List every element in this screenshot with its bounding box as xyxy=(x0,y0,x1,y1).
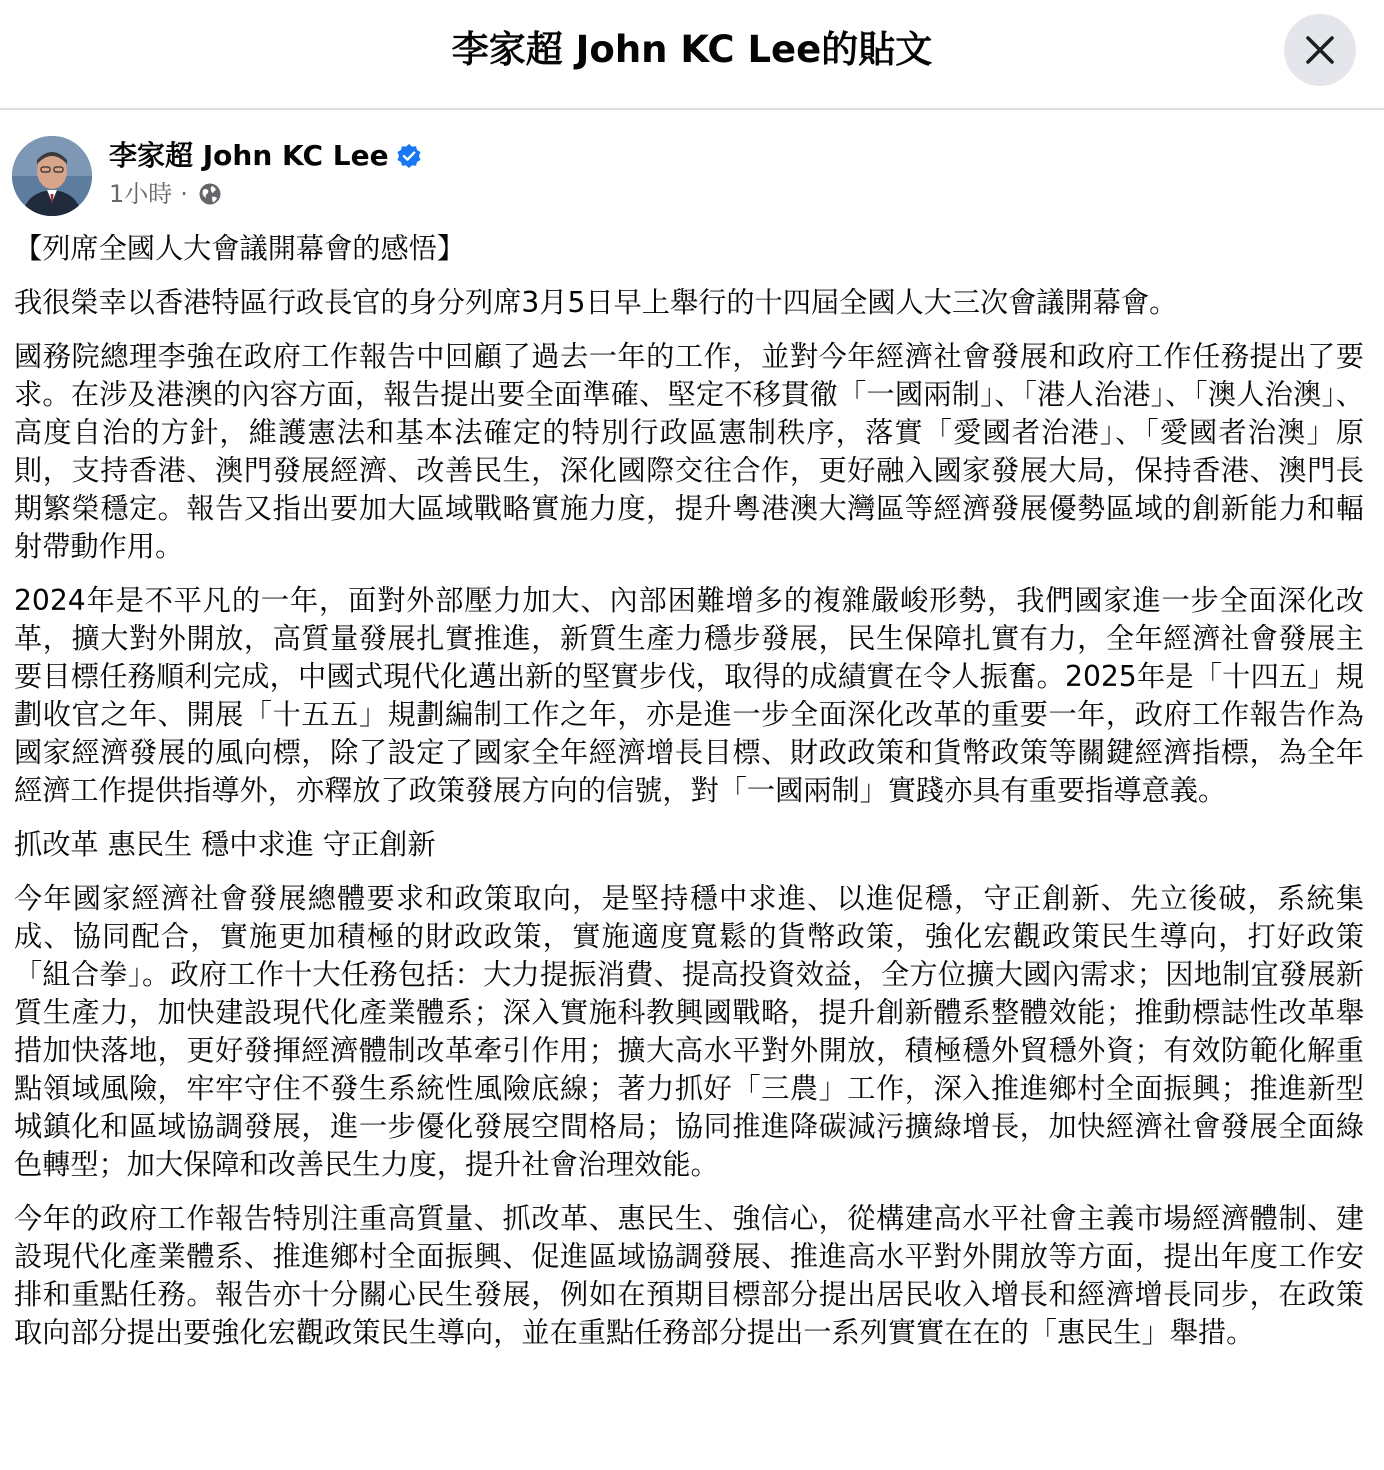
globe-icon xyxy=(198,182,222,206)
avatar[interactable] xyxy=(12,136,92,216)
post-body xyxy=(14,230,1364,1368)
dialog-header xyxy=(0,0,1384,110)
verified-badge-icon xyxy=(396,143,422,169)
meta-separator: · xyxy=(180,180,188,208)
author-name[interactable]: 李家超 John KC Lee xyxy=(109,139,389,172)
post-paragraph-heading: 【列席全國人大會議開幕會的感悟】 xyxy=(14,232,466,265)
post-paragraph: 今年國家經濟社會發展總體要求和政策取向，是堅持穩中求進、以進促穩，守正創新、先立後破，系統集成、協同配合，實施更加積極的財政政策，實施適度寬鬆的貨幣政策，強化宏觀政策民生導向，打好政策「組合拳」。政府工作十大任務包括：大力提振消費、提高投資效益，全方位擴大國內需求；因地制宜發展新質生產力，加快建設現代化產業體系；深入實施科教興國戰略，提升創新體系整體效能；推動標誌性改革舉措加快落地，更好發揮經濟體制改革牽引作用；擴大高水平對外開放，積極穩外貿穩外資；有效防範化解重點領域風險，牢牢守住不發生系統性風險底線；著力抓好「三農」工作，深入推進鄉村全面振興；推進新型城鎮化和區域協調發展，進一步優化發展空間格局；協同推進降碳減污擴綠增長，加快經濟社會發展全面綠色轉型；加大保障和改善民生力度，提升社會治理效能。 xyxy=(14,882,1364,1181)
post-paragraph-subheading: 抓改革 惠民生 穩中求進 守正創新 xyxy=(14,828,436,861)
close-icon xyxy=(1305,35,1335,65)
post-timestamp[interactable]: 1小時 xyxy=(109,180,173,208)
post-paragraph: 國務院總理李強在政府工作報告中回顧了過去一年的工作，並對今年經濟社會發展和政府工作任務提出了要求。在涉及港澳的內容方面，報告提出要全面準確、堅定不移貫徹「一國兩制」、「港人治港」、「澳人治澳」、高度自治的方針，維護憲法和基本法確定的特別行政區憲制秩序，落實「愛國者治港」、「愛國者治澳」原則，支持香港、澳門發展經濟、改善民生，深化國際交往合作，更好融入國家發展大局，保持香港、澳門長期繁榮穩定。報告又指出要加大區域戰略實施力度，提升粵港澳大灣區等經濟發展優勢區域的創新能力和輻射帶動作用。 xyxy=(14,340,1364,563)
post-meta xyxy=(109,178,222,210)
close-button[interactable] xyxy=(1284,14,1356,86)
dialog-title: 李家超 John KC Lee的貼文 xyxy=(451,28,933,71)
post-header xyxy=(12,136,1372,216)
post-paragraph: 2024年是不平凡的一年，面對外部壓力加大、內部困難增多的複雜嚴峻形勢，我們國家進一步全面深化改革，擴大對外開放，高質量發展扎實推進，新質生產力穩步發展，民生保障扎實有力，全年經濟社會發展主要目標任務順利完成，中國式現代化邁出新的堅實步伐，取得的成績實在令人振奮。2025年是「十四五」規劃收官之年、開展「十五五」規劃編制工作之年，亦是進一步全面深化改革的重要一年，政府工作報告作為國家經濟發展的風向標，除了設定了國家全年經濟增長目標、財政政策和貨幣政策等關鍵經濟指標，為全年經濟工作提供指導外，亦釋放了政策發展方向的信號，對「一國兩制」實踐亦具有重要指導意義。 xyxy=(14,584,1364,807)
post-paragraph: 我很榮幸以香港特區行政長官的身分列席3月5日早上舉行的十四屆全國人大三次會議開幕會。 xyxy=(14,286,1178,319)
profile-photo xyxy=(12,136,92,216)
post-paragraph: 今年的政府工作報告特別注重高質量、抓改革、惠民生、強信心，從構建高水平社會主義市場經濟體制、建設現代化產業體系、推進鄉村全面振興、促進區域協調發展、推進高水平對外開放等方面，提出年度工作安排和重點任務。報告亦十分關心民生發展，例如在預期目標部分提出居民收入增長和經濟增長同步，在政策取向部分提出要強化宏觀政策民生導向，並在重點任務部分提出一系列實實在在的「惠民生」舉措。 xyxy=(14,1202,1364,1349)
